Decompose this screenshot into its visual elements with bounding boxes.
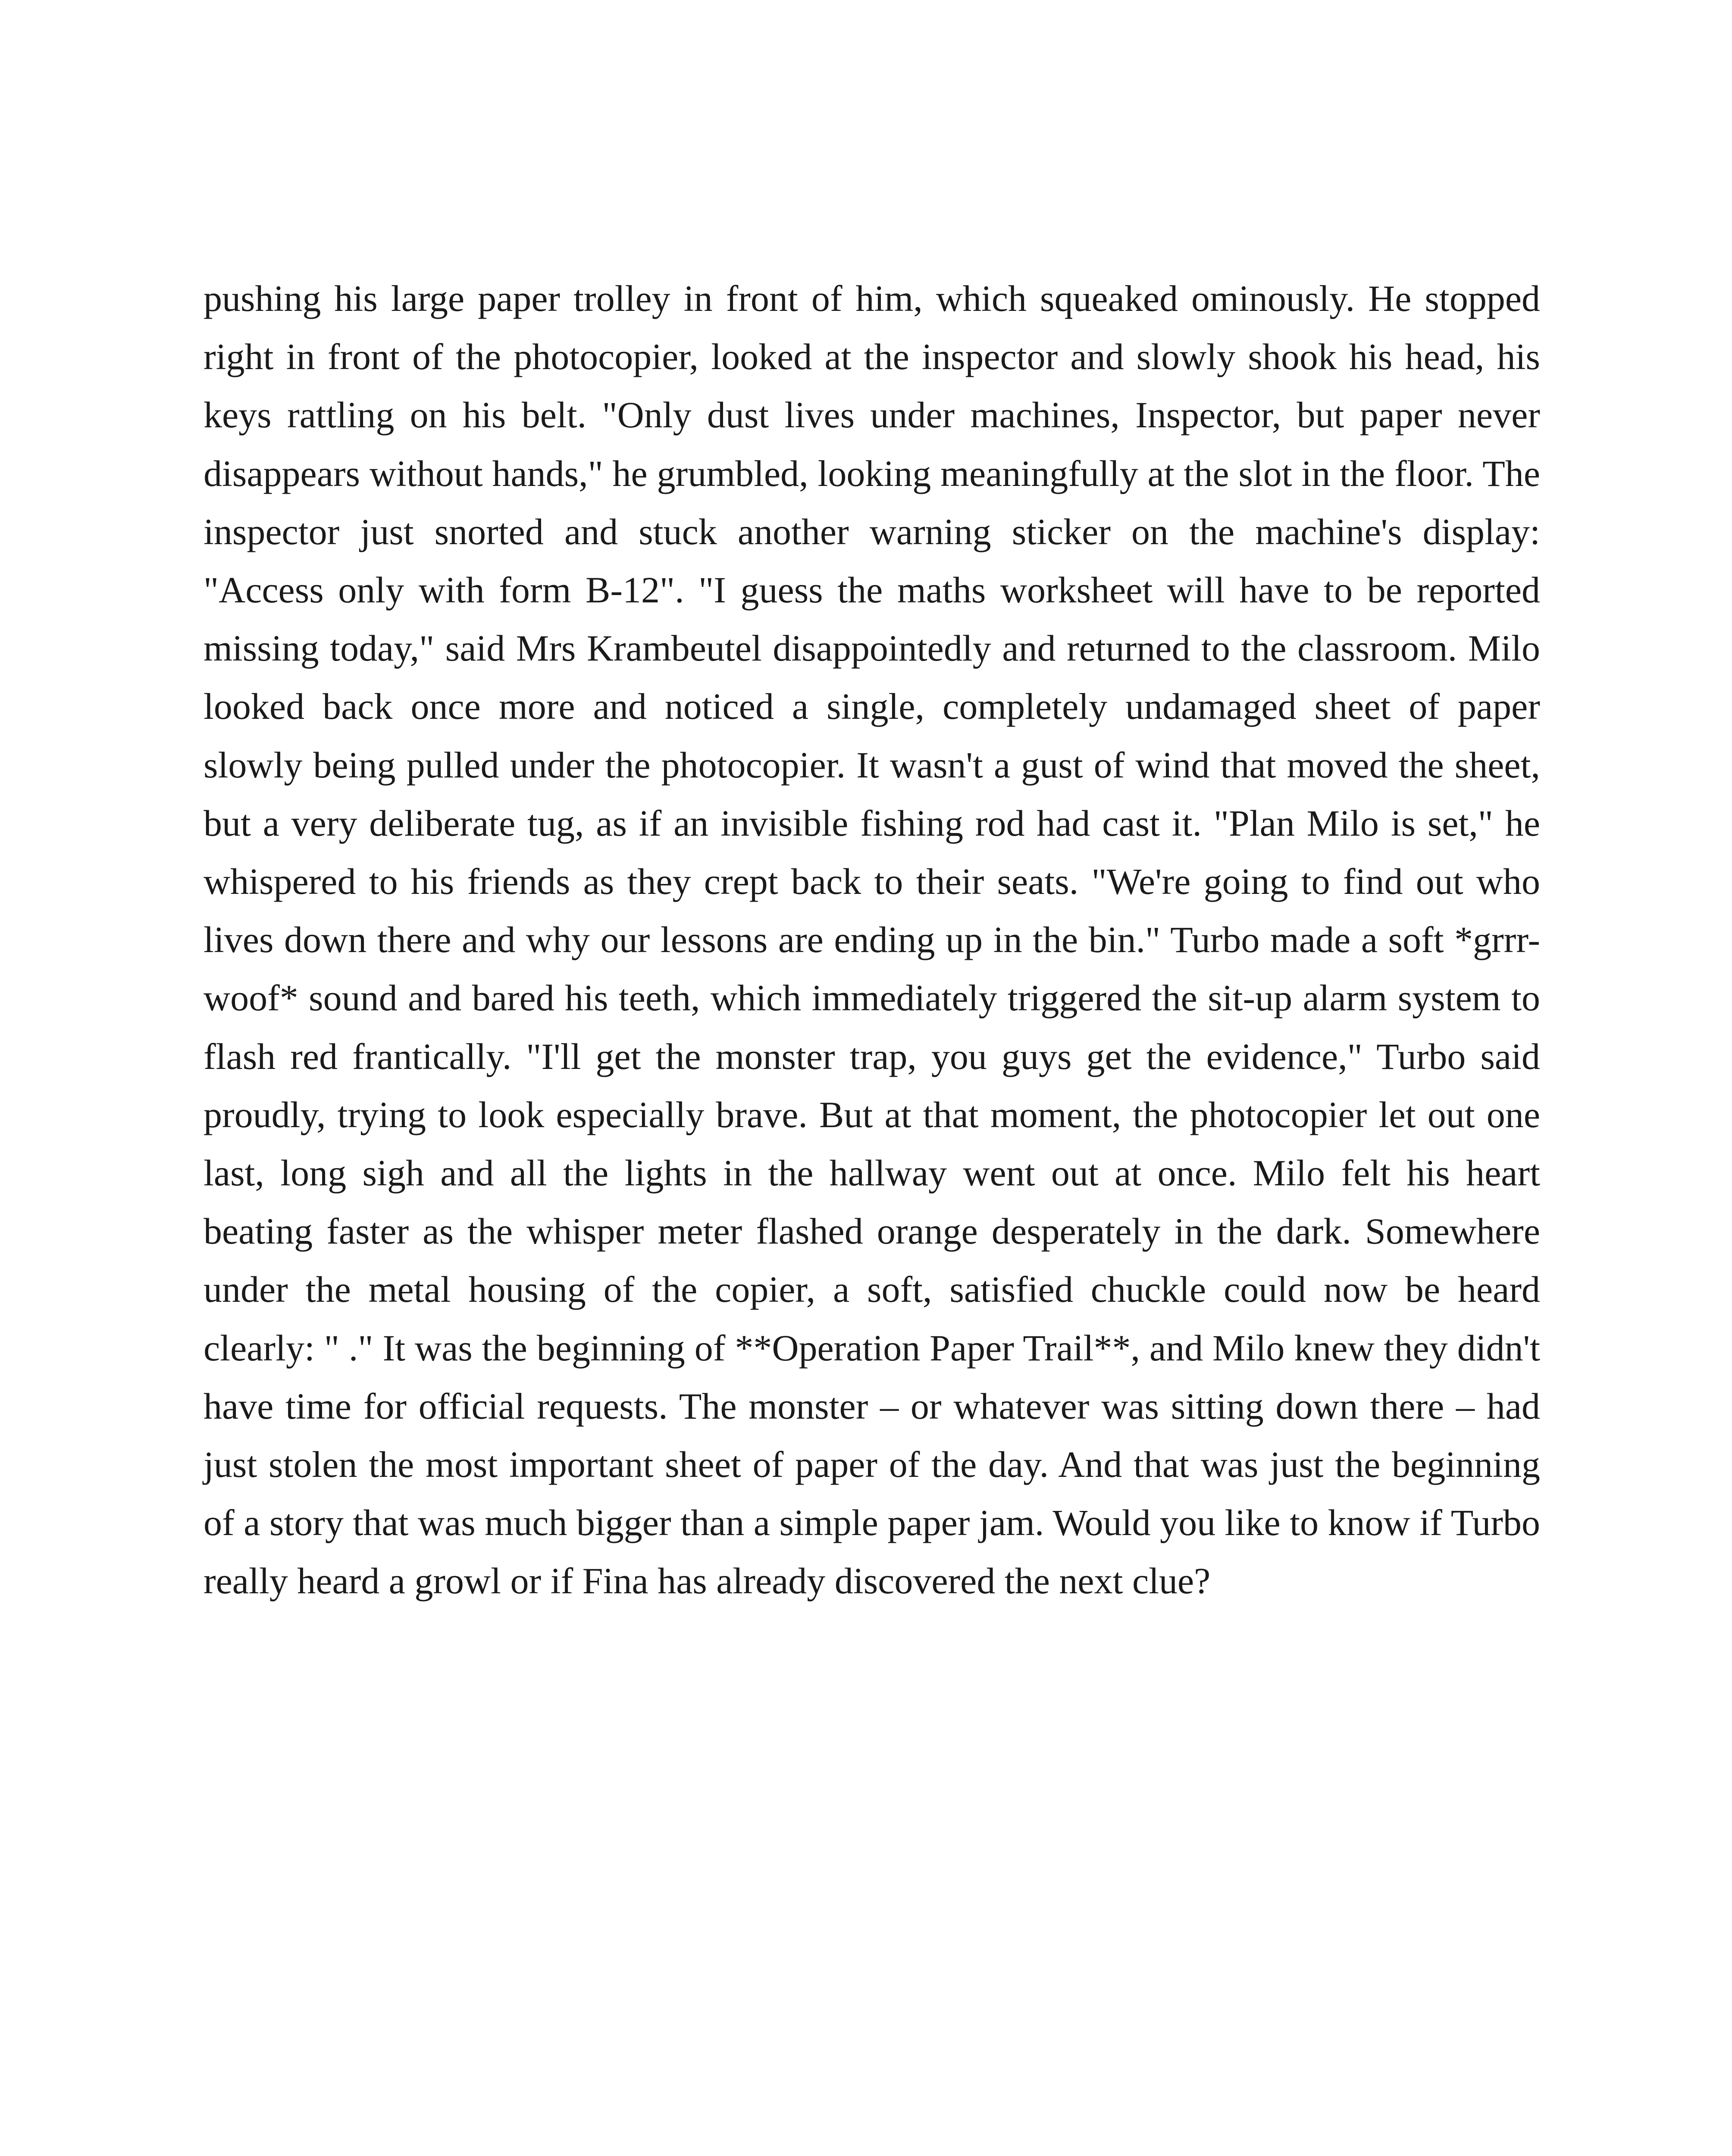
- body-paragraph: pushing his large paper trolley in front of him, which squeaked ominously. He stopped right in front of the photocopier, looked at the inspector and slowly shook his head, his keys rattling on his belt. "Only dust lives under machines, Inspector, but paper never disappears without hands," he grumbled, looking meaningfully at the slot in the floor. The inspector just snorted and stuck another warning sticker on the machine's display: "Access only with form B-12". "I guess the maths worksheet will have to be reported missing today," said Mrs Krambeutel disappointedly and returned to the classroom. Milo looked back once more and noticed a single, completely undamaged sheet of paper slowly being pulled under the photocopier. It wasn't a gust of wind that moved the sheet, but a very deliberate tug, as if an invisible fishing rod had cast it. "Plan Milo is set," he whispered to his friends as they crept back to their seats. "We're going to find out who lives down there and why our lessons are ending up in the bin." Turbo made a soft *grrr-woof* sound and bared his teeth, which immediately triggered the sit-up alarm system to flash red frantically. "I'll get the monster trap, you guys get the evidence," Turbo said proudly, trying to look especially brave. But at that moment, the photocopier let out one last, long sigh and all the lights in the hallway went out at once. Milo felt his heart beating faster as the whisper meter flashed orange desperately in the dark. Somewhere under the metal housing of the copier, a soft, satisfied chuckle could now be heard clearly: " ." It was the beginning of **Operation Paper Trail**, and Milo knew they didn't have time for official requests. The monster – or whatever was sitting down there – had just stolen the most important sheet of paper of the day. And that was just the beginning of a story that was much bigger than a simple paper jam. Would you like to know if Turbo really heard a growl or if Fina has already discovered the next clue?: [204, 278, 1540, 1602]
